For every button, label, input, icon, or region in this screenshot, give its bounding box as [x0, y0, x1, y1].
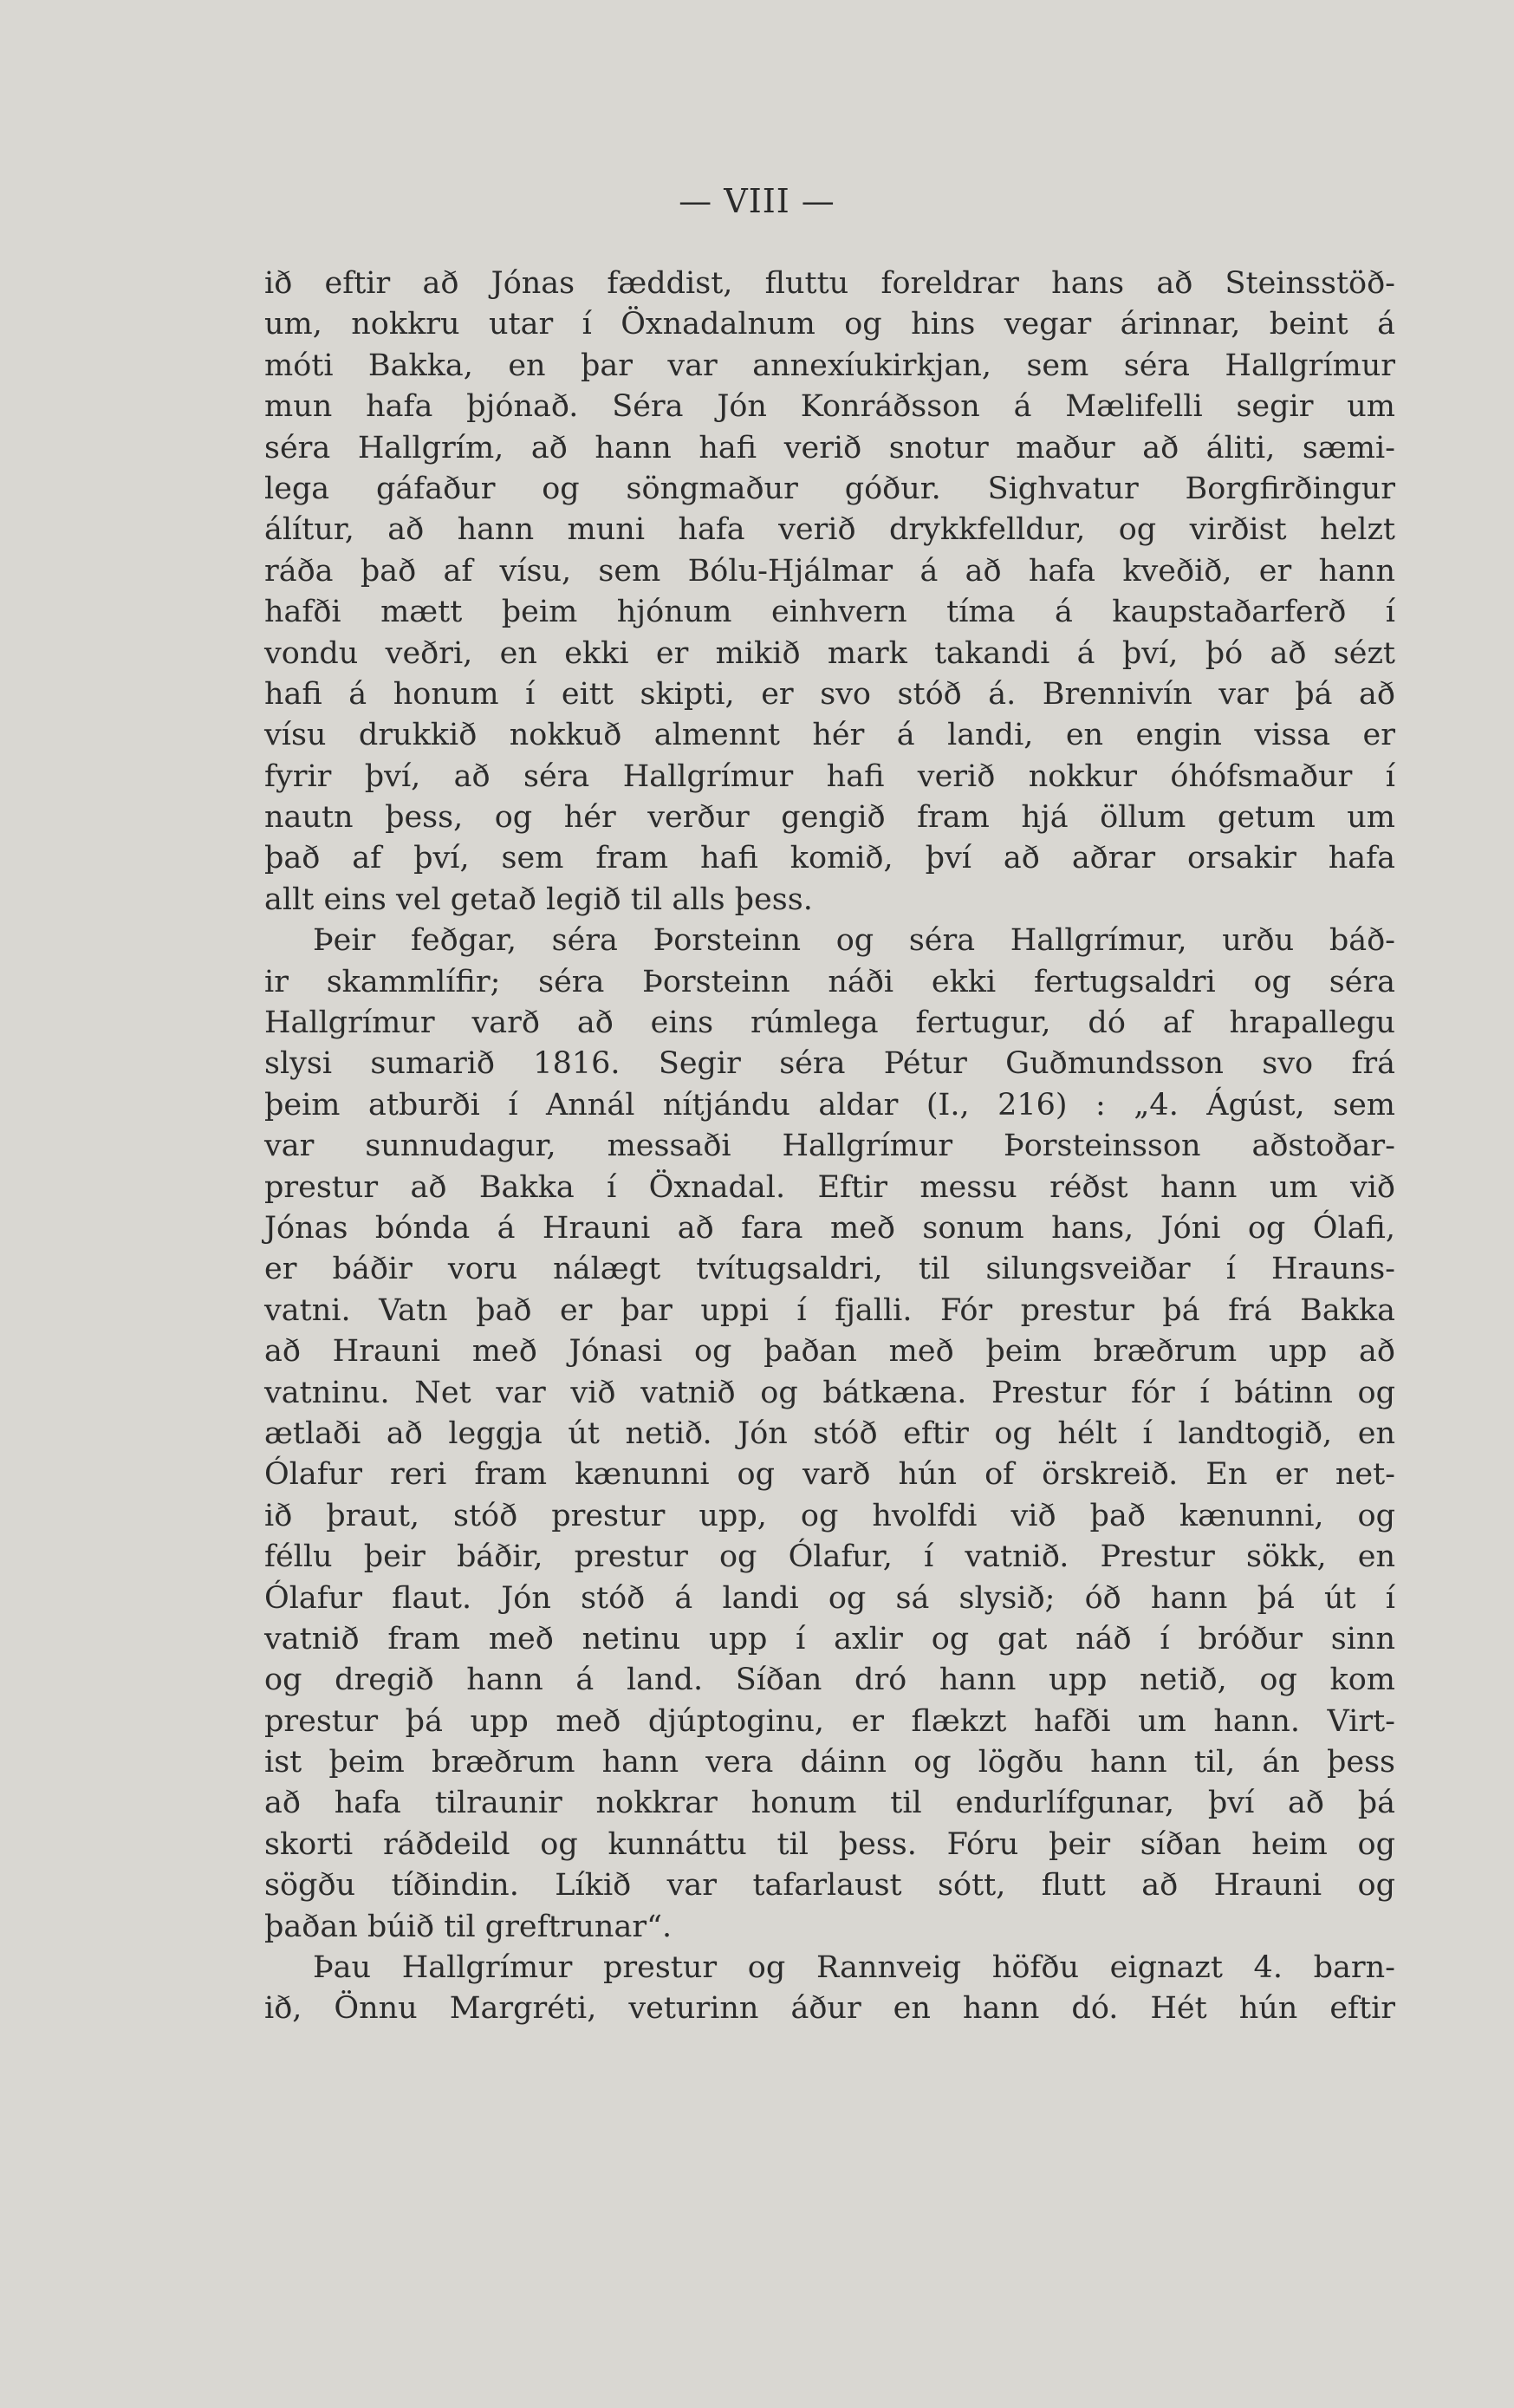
text-line: sögðu tíðindin. Líkið var tafarlaust sótt, flutt að Hrauni og: [264, 1868, 1395, 1904]
text-line: slysi sumarið 1816. Segir séra Pétur Guðmundsson svo frá: [264, 1046, 1395, 1082]
text-line: allt eins vel getað legið til alls þess.: [264, 882, 813, 917]
text-line: hafi á honum í eitt skipti, er svo stóð á. Brennivín var þá að: [264, 676, 1395, 712]
text-line: vatninu. Net var við vatnið og bátkæna. Prestur fór í bátinn og: [264, 1375, 1395, 1410]
text-line: um, nokkru utar í Öxnadalnum og hins vegar árinnar, beint á: [264, 307, 1395, 342]
text-line: lega gáfaður og söngmaður góður. Sighvatur Borgfirðingur: [264, 471, 1395, 506]
text-line: og dregið hann á land. Síðan dró hann upp netið, og kom: [264, 1663, 1395, 1698]
text-line: ráða það af vísu, sem Bólu-Hjálmar á að hafa kveðið, er hann: [264, 553, 1395, 589]
body-text: [264, 264, 1395, 2030]
text-line: vísu drukkið nokkuð almennt hér á landi, en engin vissa er: [264, 718, 1395, 753]
text-line: ist þeim bræðrum hann vera dáinn og lögðu hann til, án þess: [264, 1745, 1395, 1780]
text-line: Þeir feðgar, séra Þorsteinn og séra Hallgrímur, urðu báð-: [313, 923, 1395, 959]
text-line: Ólafur reri fram kænunni og varð hún of örskreið. En er net-: [264, 1457, 1395, 1493]
text-line: séra Hallgrím, að hann hafi verið snotur maður að áliti, sæmi-: [264, 430, 1395, 465]
text-line: Ólafur flaut. Jón stóð á landi og sá slysið; óð hann þá út í: [264, 1580, 1395, 1616]
text-line: ið þraut, stóð prestur upp, og hvolfdi við það kænunni, og: [264, 1498, 1395, 1533]
text-line: prestur að Bakka í Öxnadal. Eftir messu réðst hann um við: [264, 1169, 1395, 1205]
text-line: ir skammlífir; séra Þorsteinn náði ekki fertugsaldri og séra: [264, 964, 1395, 999]
text-line: að hafa tilraunir nokkrar honum til endurlífgunar, því að þá: [264, 1786, 1395, 1821]
text-line: álítur, að hann muni hafa verið drykkfelldur, og virðist helzt: [264, 512, 1395, 548]
text-line: Þau Hallgrímur prestur og Rannveig höfðu eignazt 4. barn-: [313, 1950, 1395, 1986]
text-line: skorti ráðdeild og kunnáttu til þess. Fóru þeir síðan heim og: [264, 1826, 1395, 1862]
text-line: Hallgrímur varð að eins rúmlega fertugur, dó af hrapallegu: [264, 1006, 1395, 1041]
text-line: vatni. Vatn það er þar uppi í fjalli. Fór prestur þá frá Bakka: [264, 1292, 1395, 1328]
text-line: að Hrauni með Jónasi og þaðan með þeim bræðrum upp að: [264, 1334, 1395, 1370]
text-line: þaðan búið til greftrunar“.: [264, 1909, 673, 1944]
text-line: vatnið fram með netinu upp í axlir og gat náð í bróður sinn: [264, 1621, 1395, 1656]
page-number: — VIII —: [679, 182, 835, 220]
text-line: vondu veðri, en ekki er mikið mark takandi á því, þó að sézt: [264, 635, 1395, 671]
text-line: mun hafa þjónað. Séra Jón Konráðsson á Mælifelli segir um: [264, 389, 1395, 425]
text-line: féllu þeir báðir, prestur og Ólafur, í vatnið. Prestur sökk, en: [264, 1539, 1395, 1575]
text-line: hafði mætt þeim hjónum einhvern tíma á kaupstaðarferð í: [264, 595, 1395, 630]
text-line: nautn þess, og hér verður gengið fram hjá öllum getum um: [264, 800, 1395, 836]
text-line: prestur þá upp með djúptoginu, er flækzt hafði um hann. Virt-: [264, 1703, 1395, 1739]
text-line: ið eftir að Jónas fæddist, fluttu foreldrar hans að Steinsstöð-: [264, 266, 1395, 301]
text-line: var sunnudagur, messaði Hallgrímur Þorsteinsson aðstoðar-: [264, 1129, 1395, 1164]
text-line: ætlaði að leggja út netið. Jón stóð eftir og hélt í landtogið, en: [264, 1416, 1395, 1451]
text-line: það af því, sem fram hafi komið, því að aðrar orsakir hafa: [264, 841, 1395, 876]
text-line: móti Bakka, en þar var annexíukirkjan, sem séra Hallgrímur: [264, 348, 1395, 383]
text-line: Jónas bónda á Hrauni að fara með sonum hans, Jóni og Ólafi,: [264, 1210, 1395, 1246]
text-line: fyrir því, að séra Hallgrímur hafi verið nokkur óhófsmaður í: [264, 758, 1395, 794]
text-line: þeim atburði í Annál nítjándu aldar (I., 216) : „4. Ágúst, sem: [264, 1087, 1395, 1123]
text-line: er báðir voru nálægt tvítugsaldri, til silungsveiðar í Hrauns-: [264, 1252, 1395, 1287]
text-line: ið, Önnu Margréti, veturinn áður en hann dó. Hét hún eftir: [264, 1991, 1395, 2027]
